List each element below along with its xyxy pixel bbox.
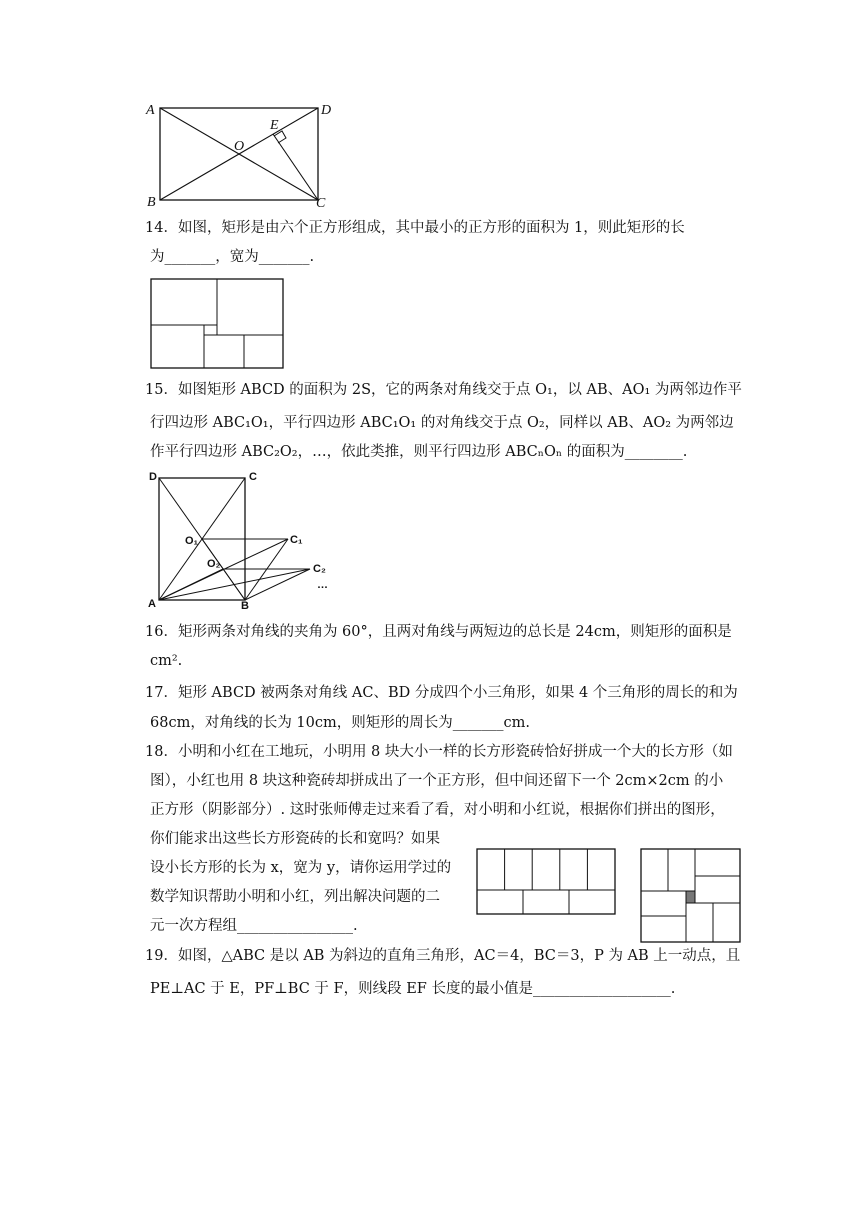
tile-rectangle-figure [476,848,618,916]
q15-line-3: 作平行四边形 ABC₂O₂，…，依此类推，则平行四边形 ABCₙOₙ 的面积为________. [150,444,688,460]
label-c1: C₁ [290,534,303,546]
rectangle-abcd-figure [140,96,340,211]
label-o2: O₂ [207,558,221,570]
q18-line-2: 图），小红也用 8 块这种瓷砖却拼成出了一个正方形，但中间还留下一个 2cm×2cm 的小 [150,773,724,789]
q15-line-1: 15．如图矩形 ABCD 的面积为 2S，它的两条对角线交于点 O₁，以 AB、AO₁ 为两邻边作平 [145,382,742,398]
q18-line-6: 数学知识帮助小明和小红，列出解决问题的二 [150,889,440,905]
q18-number: 18． [145,744,178,760]
q17-number: 17． [145,685,178,701]
parallelogram-sequence-figure [145,466,345,616]
tile-square-figure [640,848,742,944]
label-c: C [316,196,326,211]
q19-line-2: PE⊥AC 于 E，PF⊥BC 于 F，则线段 EF 长度的最小值是___________________. [150,981,676,997]
q16-number: 16． [145,624,178,640]
label-c2: C₂ [313,563,326,575]
label-e: E [270,118,279,133]
six-squares-rectangle-figure [150,278,286,370]
label-d: D [149,471,157,483]
q17-line-2: 68cm，对角线的长为 10cm，则矩形的周长为_______cm. [150,715,530,731]
q17-line-1: 17．矩形 ABCD 被两条对角线 AC、BD 分成四个小三角形，如果 4 个三角形的周长的和为 [145,685,738,701]
label-a: A [146,103,155,118]
q18-line-7: 元一次方程组________________. [150,918,358,934]
label-b: B [241,600,249,612]
q15-line-2: 行四边形 ABC₁O₁，平行四边形 ABC₁O₁ 的对角线交于点 O₂，同样以 AB、AO₂ 为两邻边 [150,415,734,431]
label-o: O [234,139,245,154]
q18-line-3: 正方形（阴影部分）. 这时张师傅走过来看了看，对小明和小红说，根据你们拼出的图形， [150,802,725,818]
q14-line-1: 14．如图，矩形是由六个正方形组成，其中最小的正方形的面积为 1，则此矩形的长 [145,220,685,236]
label-o1: O₁ [185,535,199,547]
label-a: A [148,598,156,610]
label-b: B [147,195,156,210]
shaded-small-square [686,891,695,903]
label-d: D [321,103,332,118]
q18-line-5: 设小长方形的长为 x，宽为 y，请你运用学过的 [150,860,452,876]
q19-line-1: 19．如图，△ABC 是以 AB 为斜边的直角三角形，AC＝4，BC＝3，P 为 AB 上一动点，且 [145,948,741,964]
label-ellipsis: … [317,579,328,591]
q18-line-1: 18．小明和小红在工地玩，小明用 8 块大小一样的长方形瓷砖恰好拼成一个大的长方形（如 [145,744,733,760]
label-c: C [249,471,257,483]
q16-line-2: cm². [150,653,183,669]
q16-line-1: 16．矩形两条对角线的夹角为 60°，且两对角线与两短边的总长是 24cm，则矩形的面积是 [145,624,732,640]
q19-number: 19． [145,948,178,964]
q15-number: 15． [145,382,178,398]
q18-line-4: 你们能求出这些长方形瓷砖的长和宽吗？如果 [150,831,440,847]
q14-line-2: 为_______，宽为_______. [150,249,315,265]
q14-number: 14． [145,220,178,236]
